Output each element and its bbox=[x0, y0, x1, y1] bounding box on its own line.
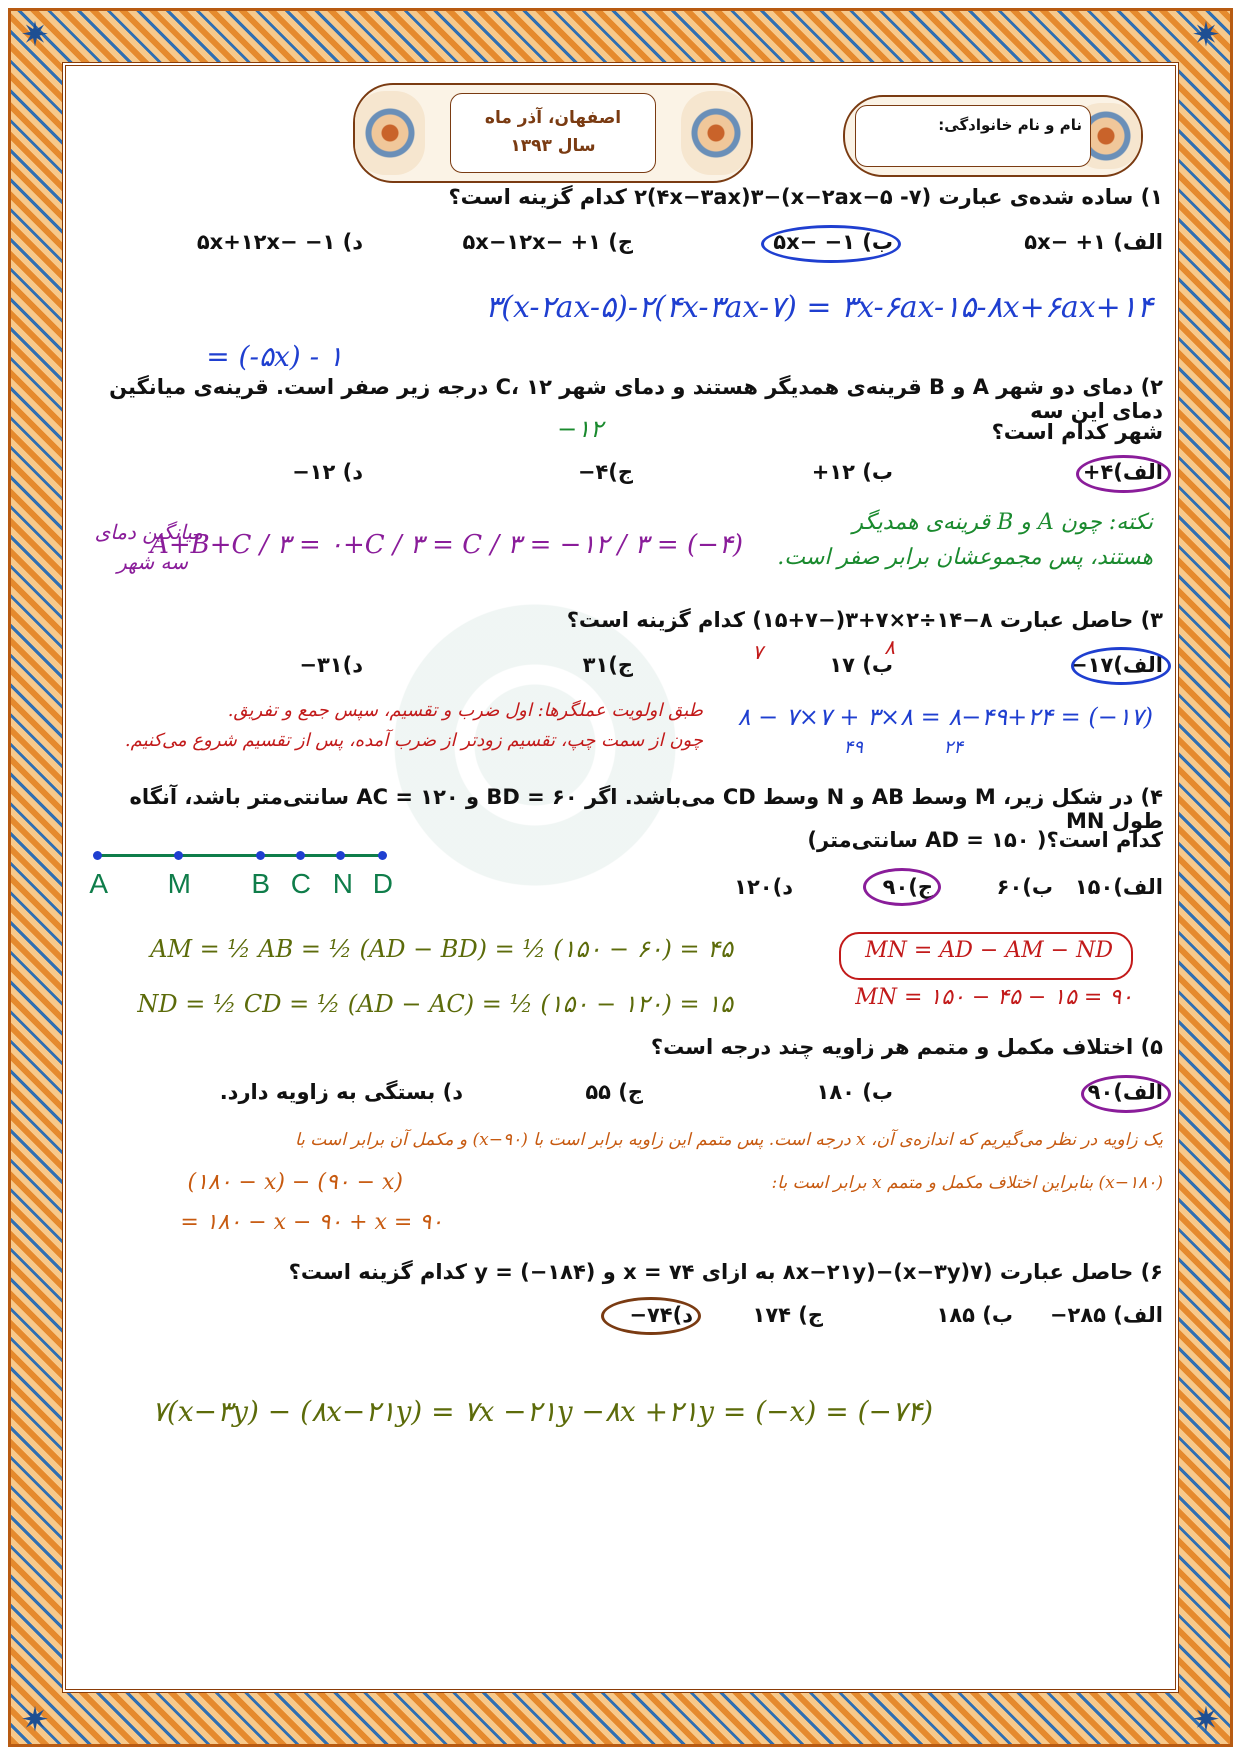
option-a: الف)۱۵۰ bbox=[1074, 875, 1163, 899]
star-ornament-icon: ✷ bbox=[1191, 15, 1221, 55]
q3-mark-8: ۸ bbox=[884, 635, 895, 659]
q2-label1: میانگین دمای bbox=[94, 520, 203, 544]
q3-sub-24: ۲۴ bbox=[943, 737, 963, 758]
date-box bbox=[450, 93, 656, 173]
name-label: نام و نام خانوادگی: bbox=[938, 116, 1082, 134]
point-b bbox=[256, 851, 265, 860]
star-ornament-icon: ✷ bbox=[20, 1700, 50, 1740]
label-n: N bbox=[332, 868, 353, 899]
q4-box-formula: MN = AD − AM − ND bbox=[865, 938, 1113, 963]
label-b: B bbox=[251, 868, 270, 899]
q6-working: ۷(x−۳y) − (۸x−۲۱y) = ۷x −۲۱y −۸x +۲۱y = (−x) = (−۷۴) bbox=[151, 1395, 933, 1428]
question-4-line2: کدام است؟( AD = ۱۵۰ سانتی‌متر) bbox=[807, 828, 1163, 852]
date-cartouche bbox=[353, 83, 753, 183]
label-a: A bbox=[89, 868, 108, 899]
option-b: ب) ۱۷ bbox=[829, 653, 893, 677]
q2-formula: A+B+C / ۳ = ۰+C / ۳ = C / ۳ = −۱۲ / ۳ = (−۴) bbox=[150, 530, 743, 560]
question-1: ۱) ساده شده‌ی عبارت (۷- x−۲ax−۵)−۲(۴x−۳ax)۳ کدام گزینه است؟ bbox=[448, 185, 1163, 209]
option-b: ب)۶۰ bbox=[996, 875, 1053, 899]
point-c bbox=[296, 851, 305, 860]
arabesque-ornament bbox=[681, 91, 751, 175]
question-2: ۲) دمای دو شهر A و B قرینه‌ی همدیگر هستند و دمای شهر C، ۱۲ درجه زیر صفر است. قرینه‌ی میانگین دمای این سه bbox=[109, 375, 1163, 423]
option-a: الف)۴+ bbox=[1082, 460, 1163, 484]
q4-working-nd: ND = ½ CD = ½ (AD − AC) = ½ (۱۵۰ − ۱۲۰) = ۱۵ bbox=[137, 990, 733, 1018]
option-b: ب) ۱۸۰ bbox=[816, 1080, 893, 1104]
answer-circle bbox=[761, 225, 901, 263]
q3-note-line2: چون از سمت چپ، تقسیم زودتر از ضرب آمده، پس از تقسیم شروع می‌کنیم. bbox=[124, 730, 703, 751]
label-d: D bbox=[372, 868, 393, 899]
q1-result: = (-۵x) - ۱ bbox=[206, 340, 343, 373]
q3-mark-7: ۷ bbox=[752, 640, 763, 664]
option-c: ج)۴− bbox=[577, 460, 633, 484]
option-d: د)۱۲۰ bbox=[734, 875, 793, 899]
point-a bbox=[93, 851, 102, 860]
q3-working: ۸ − ۷×۷ + ۳×۸ = ۸−۴۹+۲۴ = (−۱۷) bbox=[737, 703, 1153, 731]
point-d bbox=[378, 851, 387, 860]
option-a: الف) ۲۸۵− bbox=[1049, 1303, 1163, 1327]
option-c: ج) ۱۷۴ bbox=[752, 1303, 823, 1327]
question-6: ۶) حاصل عبارت (۷(x−۳y)−(۸x−۲۱y به ازای x = ۷۴ و y = (−۱۸۴) کدام گزینه است؟ bbox=[288, 1260, 1163, 1284]
q1-working: ۳(x-۲ax-۵)-۲(۴x-۳ax-۷) = ۳x-۶ax-۱۵-۸x+۶ax+۱۴ bbox=[485, 290, 1153, 325]
q5-note-line1: یک زاویه در نظر می‌گیریم که اندازه‌ی آن، x درجه است. پس متمم این زاویه برابر است با (x−۹۰) و مکمل آن برابر است با bbox=[294, 1130, 1163, 1150]
q4-box-result: MN = ۱۵۰ − ۴۵ − ۱۵ = ۹۰ bbox=[855, 985, 1133, 1010]
option-c: ج)۹۰ bbox=[882, 875, 933, 899]
name-cartouche bbox=[843, 95, 1143, 177]
question-4: ۴) در شکل زیر، M وسط AB و N وسط CD می‌باشد. اگر BD = ۶۰ و AC = ۱۲۰ سانتی‌متر باشد، آنگاه طول MN bbox=[129, 785, 1163, 833]
answer-circle bbox=[1076, 455, 1171, 493]
worksheet-content bbox=[78, 75, 1163, 1680]
point-n bbox=[336, 851, 345, 860]
q2-label2: سه شهر bbox=[117, 550, 188, 574]
q3-note-line1: طبق اولویت عملگرها: اول ضرب و تقسیم، سپس جمع و تفریق. bbox=[227, 700, 703, 721]
option-d: د) بستگی به زاویه دارد. bbox=[219, 1080, 463, 1104]
option-b: ب) ۱۲+ bbox=[811, 460, 893, 484]
star-ornament-icon: ✷ bbox=[20, 15, 50, 55]
question-2-line2: شهر کدام است؟ bbox=[991, 420, 1163, 444]
city-date: اصفهان، آذر ماه bbox=[484, 108, 622, 128]
label-m: M bbox=[167, 868, 191, 899]
arabesque-ornament bbox=[355, 91, 425, 175]
name-field-box bbox=[855, 105, 1091, 167]
option-a: الف)۱۷− bbox=[1070, 653, 1163, 677]
option-d: د)۷۴− bbox=[629, 1303, 693, 1327]
option-c: ج) ۱+ −۵x−۱۲x bbox=[462, 230, 633, 254]
option-a: الف) ۱+ −۵x bbox=[1024, 230, 1163, 254]
option-b: ب) ۱۸۵ bbox=[936, 1303, 1013, 1327]
q3-sub-49: ۴۹ bbox=[843, 737, 863, 758]
question-5: ۵) اختلاف مکمل و متمم هر زاویه چند درجه است؟ bbox=[650, 1035, 1163, 1059]
option-b: ب) ۱− −۵x bbox=[773, 230, 893, 254]
q4-working-am: AM = ½ AB = ½ (AD − BD) = ½ (۱۵۰ − ۶۰) = ۴۵ bbox=[150, 935, 733, 963]
option-d: د) ۱− −۵x+۱۲x bbox=[196, 230, 363, 254]
q5-working-2: = ۱۸۰ − x − ۹۰ + x = ۹۰ bbox=[180, 1210, 443, 1235]
q2-note-minus12: −۱۲ bbox=[557, 415, 603, 443]
question-3: ۳) حاصل عبارت ۸−۱۴÷۲×۷+۳(−۷+۱۵) کدام گزینه است؟ bbox=[566, 608, 1163, 632]
option-c: ج) ۵۵ bbox=[585, 1080, 643, 1104]
label-c: C bbox=[290, 868, 311, 899]
option-d: د)۳۱− bbox=[299, 653, 363, 677]
answer-circle bbox=[1081, 1075, 1171, 1113]
option-d: د) ۱۲− bbox=[292, 460, 363, 484]
option-a: الف)۹۰ bbox=[1087, 1080, 1163, 1104]
point-m bbox=[174, 851, 183, 860]
q2-note-line1: نکته: چون A و B قرینه‌ی همدیگر bbox=[852, 510, 1153, 535]
year-label: سال ۱۳۹۳ bbox=[510, 136, 596, 156]
answer-circle bbox=[1071, 647, 1171, 685]
q5-working-1: (۱۸۰ − x) − (۹۰ − x) bbox=[187, 1170, 403, 1195]
option-c: ج)۳۱ bbox=[582, 653, 633, 677]
q5-note-line2: (x−۱۸۰) بنابراین اختلاف مکمل و متمم x برابر است با: bbox=[771, 1173, 1163, 1193]
star-ornament-icon: ✷ bbox=[1191, 1700, 1221, 1740]
q2-note-line2: هستند، پس مجموعشان برابر صفر است. bbox=[777, 545, 1153, 570]
answer-circle bbox=[601, 1297, 701, 1335]
answer-circle bbox=[863, 868, 941, 906]
